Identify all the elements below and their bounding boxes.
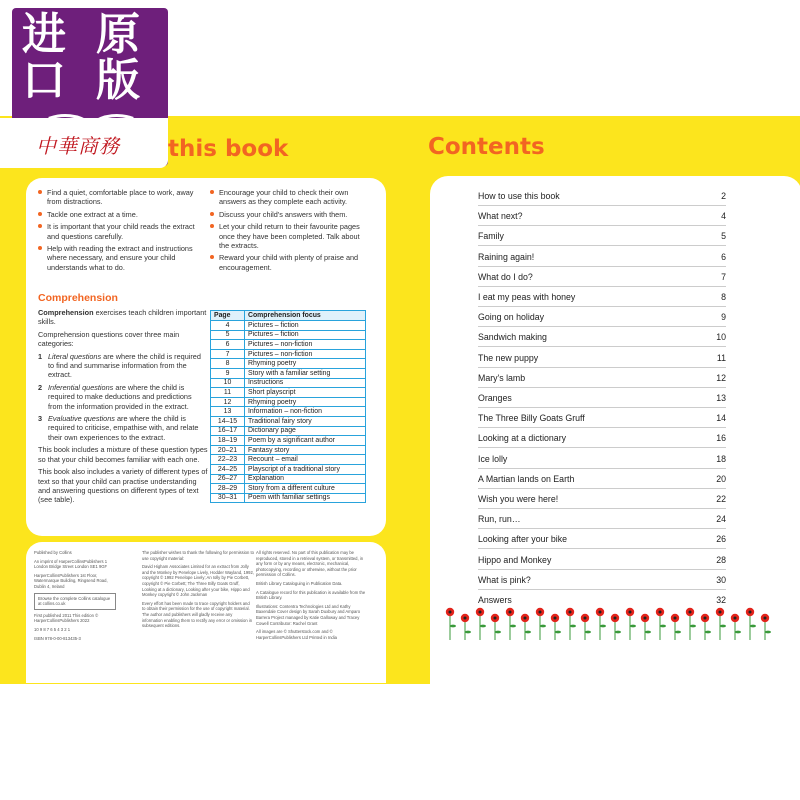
contents-divider [478, 205, 726, 206]
item-text: are where the child is required to make deductions and predictions from the information provided in the extract. [48, 382, 192, 411]
table-row [211, 464, 366, 474]
poppy-flower-icon [701, 614, 711, 640]
contents-entry [478, 430, 726, 446]
table-row [211, 321, 366, 331]
tip-item: Let your child return to their favourite pages once they have been completed. Talk about the extracts. [208, 222, 368, 250]
poppy-flower-icon [761, 614, 771, 640]
contents-entry-title: Mary's lamb [478, 372, 526, 383]
poppy-flower-icon [746, 608, 756, 640]
row-focus: Fantasy story [245, 445, 366, 455]
row-page: 9 [211, 368, 245, 378]
contents-entry-page: 2 [721, 191, 726, 201]
contents-entry [478, 188, 726, 204]
contents-divider [478, 447, 726, 448]
contents-entry-title: Run, run… [478, 514, 521, 525]
row-focus: Pictures – fiction [245, 330, 366, 340]
contents-entry-title: What next? [478, 211, 523, 222]
imprint-line: ISBN 978-0-00-813435-3 [34, 635, 81, 641]
contents-entry [478, 511, 726, 527]
item-number: 2 [38, 382, 43, 392]
table-row [211, 340, 366, 350]
poppy-flower-icon [581, 614, 591, 640]
row-focus: Poem by a significant author [245, 436, 366, 446]
contents-entry-page: 12 [716, 372, 726, 383]
contents-entry [478, 350, 726, 366]
row-focus: Explanation [245, 474, 366, 484]
imprint-line: The publisher wishes to thank the following for permission to use copyright material: [142, 550, 254, 561]
table-row [211, 349, 366, 359]
question-type-item [38, 414, 208, 442]
contents-entry-title: Oranges [478, 393, 512, 403]
contents-entry-page: 20 [716, 473, 726, 484]
poppy-flower-icon [506, 608, 516, 640]
tip-item: It is important that your child reads the extract and questions carefully. [36, 222, 206, 241]
contents-entry-title: Answers [478, 595, 512, 605]
contents-entry [478, 329, 726, 345]
contents-entry-page: 11 [716, 352, 726, 363]
contents-entry-page: 13 [716, 393, 726, 403]
poppy-flower-icon [626, 608, 636, 640]
row-page: 11 [211, 388, 245, 398]
contents-entry [478, 390, 726, 406]
row-focus: Information – non-fiction [245, 407, 366, 417]
contents-divider [478, 306, 726, 307]
intro-rest: exercises teach children important skills. [38, 308, 207, 327]
table-row [211, 330, 366, 340]
imprint-line: Published by Collins [34, 550, 72, 555]
contents-entry [478, 451, 726, 467]
row-page: 16–17 [211, 426, 245, 436]
table-row [211, 455, 366, 465]
comprehension-mixture: This book includes a mixture of these question types so that your child becomes familiar with each one. [38, 445, 208, 464]
contents-entry-title: Family [478, 231, 504, 242]
poppy-flower-icon [551, 614, 561, 640]
table-header-focus: Comprehension focus [245, 311, 366, 321]
comprehension-title: Comprehension [38, 292, 118, 304]
table-row [211, 426, 366, 436]
table-row [211, 388, 366, 398]
row-page: 10 [211, 378, 245, 388]
row-focus: Rhyming poetry [245, 359, 366, 369]
contents-entry-page: 9 [721, 312, 726, 323]
contents-entry-page: 10 [716, 332, 726, 343]
row-page: 24–25 [211, 464, 245, 474]
comprehension-focus-table [210, 310, 366, 503]
contents-entry-page: 28 [716, 554, 726, 565]
contents-entry-title: The Three Billy Goats Gruff [478, 413, 585, 424]
contents-entry-title: Ice lolly [478, 453, 508, 464]
table-row [211, 493, 366, 503]
contents-entry-page: 5 [721, 231, 726, 242]
contents-entry-title: Wish you were here! [478, 494, 559, 504]
contents-entry [478, 552, 726, 568]
poppy-border [440, 604, 780, 640]
contents-entry-title: Looking after your bike [478, 534, 567, 545]
row-page: 8 [211, 359, 245, 369]
table-row [211, 359, 366, 369]
contents-divider [478, 346, 726, 347]
row-page: 22–23 [211, 455, 245, 465]
contents-entry-title: What do I do? [478, 271, 533, 282]
row-focus: Dictionary page [245, 426, 366, 436]
imprint-column-1 [34, 550, 116, 644]
question-type-item [38, 383, 208, 411]
imprint-line: An imprint of HarperCollinsPublishers 1 London Bridge Street London SE1 9GF [34, 558, 108, 570]
contents-entry-title: I eat my peas with honey [478, 292, 576, 302]
contents-entry [478, 309, 726, 325]
tip-item: Tackle one extract at a time. [36, 210, 206, 219]
table-row [211, 474, 366, 484]
poppy-flower-icon [686, 608, 696, 640]
contents-entry [478, 249, 726, 265]
contents-divider [478, 266, 726, 267]
question-types-list [38, 352, 208, 443]
left-heading: this book [168, 136, 289, 162]
contents-entry-title: Sandwich making [478, 332, 547, 343]
contents-entry [478, 491, 726, 507]
row-focus: Story with a familiar setting [245, 368, 366, 378]
imprint-line: HarperCollinsPublishers 1st Floor, Watermarque Building, Ringsend Road, Dublin 4, Ireland [34, 572, 108, 589]
table-row [211, 445, 366, 455]
badge-line-1: 进口 [22, 9, 66, 106]
row-focus: Traditional fairy story [245, 416, 366, 426]
row-page: 13 [211, 407, 245, 417]
contents-divider [478, 427, 726, 428]
contents-entry-title: A Martian lands on Earth [478, 473, 575, 484]
item-emphasis: Evaluative questions [48, 414, 115, 424]
table-row [211, 378, 366, 388]
poppy-flower-icon [731, 614, 741, 640]
table-row [211, 407, 366, 417]
poppy-flower-icon [476, 608, 486, 640]
item-emphasis: Inferential questions [48, 382, 114, 392]
row-focus: Rhyming poetry [245, 397, 366, 407]
row-page: 28–29 [211, 484, 245, 494]
contents-entry-page: 24 [716, 514, 726, 525]
contents-entry-page: 16 [716, 433, 726, 444]
contents-entry-page: 22 [716, 494, 726, 504]
contents-entry-title: Hippo and Monkey [478, 554, 552, 565]
row-page: 4 [211, 321, 245, 331]
badge-line-2: 原版 [96, 9, 140, 106]
contents-entry-title: The new puppy [478, 352, 539, 363]
imprint-line: David Higham Associates Limited for an extract from Jolly and the Monkey by Penelope Lively, Hodder Wayland, 1992, copyright © 1992 Penelope Lively; An Iolly by Pie Corbett, copyright © Pie Corbett; The Three Billy Goats Gruff, Looking at a dictionary, Looking after your bike, Hippo and Monkey copyright © John Jackman [142, 564, 254, 598]
item-text: are where the child is required to find and summarise information from the extract. [48, 351, 201, 380]
contents-divider [478, 225, 726, 226]
contents-divider [478, 245, 726, 246]
poppy-flower-icon [656, 608, 666, 640]
row-page: 30–31 [211, 493, 245, 503]
imprint-line: 10 9 8 7 6 5 4 3 2 1 [34, 626, 71, 632]
contents-entry-page: 18 [716, 453, 726, 464]
row-page: 5 [211, 330, 245, 340]
brand-name: 中華商務 [36, 134, 120, 158]
row-focus: Pictures – non-fiction [245, 349, 366, 359]
contents-entry-page: 26 [716, 534, 726, 545]
contents-entry [478, 289, 726, 305]
imprint-line: A Catalogue record for this publication is available from the British Library. [256, 589, 366, 601]
contents-entry-page: 32 [716, 595, 726, 605]
poppy-flower-icon [611, 614, 621, 640]
table-row [211, 397, 366, 407]
imprint-line: First published 2011 This edition © HarperCollinsPublishers 2022 [34, 612, 99, 624]
poppy-flower-icon [491, 614, 501, 640]
poppy-flower-icon [716, 608, 726, 640]
table-row [211, 416, 366, 426]
comprehension-variety: This book also includes a variety of different types of text so that your child can practise understanding and answering questions on different types of text (see table). [38, 467, 208, 505]
contents-entry [478, 208, 726, 224]
contents-divider [478, 548, 726, 549]
table-row [211, 368, 366, 378]
contents-entry-page: 14 [716, 413, 726, 424]
contents-heading: Contents [428, 134, 545, 160]
contents-entry-title: Going on holiday [478, 312, 545, 323]
contents-entry [478, 410, 726, 426]
row-focus: Short playscript [245, 388, 366, 398]
tip-item: Discuss your child's answers with them. [208, 210, 368, 219]
row-page: 12 [211, 397, 245, 407]
imprint-column-2 [142, 550, 254, 632]
tip-item: Find a quiet, comfortable place to work, away from distractions. [36, 188, 206, 207]
contents-entry [478, 269, 726, 285]
imprint-line: All rights reserved. No part of this publication may be reproduced, stored in a retrieval system, or transmitted, in any form or by any means, electronic, mechanical, photocopying, recording or otherwise, without the prior permission of Collins. [256, 550, 364, 578]
contents-divider [478, 326, 726, 327]
tips-list-right [208, 188, 368, 275]
contents-divider [478, 387, 726, 388]
contents-divider [478, 488, 726, 489]
imprint-line: Browse the complete Collins catalogue at collins.co.uk [34, 593, 116, 610]
intro-bold: Comprehension [38, 308, 94, 317]
poppy-flower-icon [596, 608, 606, 640]
contents-entry-page: 7 [721, 271, 726, 282]
imprint-line: Illustrations: Contentra Technologies Ltd and Kathy Baxendale Cover design by Sarah Duxbury and Amparo Barrera Project managed by Katie Galloway and Tracey Cowell Contributor: Rachel Grant [256, 603, 361, 626]
brand-band [0, 118, 168, 168]
comprehension-intro [38, 308, 208, 327]
row-focus: Instructions [245, 378, 366, 388]
table-header-page: Page [211, 311, 245, 321]
contents-entry [478, 471, 726, 487]
tip-item: Encourage your child to check their own answers as they complete each activity. [208, 188, 368, 207]
item-number: 1 [38, 351, 43, 361]
contents-entry-page: 6 [721, 251, 726, 262]
contents-divider [478, 508, 726, 509]
row-focus: Playscript of a traditional story [245, 464, 366, 474]
poppy-flower-icon [461, 614, 471, 640]
imprint-line: Every effort has been made to trace copyright holders and to obtain their permission for the use of copyright material. The author and publishers will gladly receive any information enabling them to rectify any error or omission in subsequent editions. [142, 600, 253, 629]
contents-entry-page: 30 [716, 574, 726, 585]
poppy-flower-icon [641, 614, 651, 640]
row-page: 20–21 [211, 445, 245, 455]
contents-entry-title: What is pink? [478, 574, 531, 585]
row-focus: Recount – email [245, 455, 366, 465]
row-page: 7 [211, 349, 245, 359]
contents-divider [478, 569, 726, 570]
contents-divider [478, 589, 726, 590]
imprint-line: All images are © Shutterstock.com and © HarperCollinsPublishers Ltd Printed in India [256, 629, 337, 640]
imprint-line: British Library Cataloguing in Publication Data. [256, 580, 343, 586]
tip-item: Reward your child with plenty of praise and encouragement. [208, 253, 368, 272]
row-page: 6 [211, 340, 245, 350]
poppy-flower-icon [536, 608, 546, 640]
contents-divider [478, 407, 726, 408]
question-type-item [38, 352, 208, 380]
row-focus: Pictures – fiction [245, 321, 366, 331]
comprehension-text [38, 308, 208, 508]
contents-entry-title: Looking at a dictionary [478, 433, 567, 444]
row-focus: Poem with familiar settings [245, 493, 366, 503]
comprehension-categories: Comprehension questions cover three main categories: [38, 329, 180, 349]
tip-item: Help with reading the extract and instructions where necessary, and ensure your child understands what to do. [36, 244, 206, 272]
contents-entry [478, 228, 726, 244]
tips-list-left [36, 188, 206, 275]
contents-entry-title: Raining again! [478, 251, 535, 262]
contents-divider [478, 367, 726, 368]
poppy-flower-icon [446, 608, 456, 640]
table-row [211, 484, 366, 494]
contents-divider [478, 468, 726, 469]
poppy-flower-icon [671, 614, 681, 640]
contents-entry [478, 370, 726, 386]
contents-entry-page: 8 [721, 292, 726, 302]
table-row [211, 436, 366, 446]
row-focus: Pictures – non-fiction [245, 340, 366, 350]
item-emphasis: Literal questions [48, 351, 102, 361]
poppy-flower-icon [566, 608, 576, 640]
contents-entry [478, 531, 726, 547]
row-page: 26–27 [211, 474, 245, 484]
row-page: 18–19 [211, 436, 245, 446]
poppy-flower-icon [521, 614, 531, 640]
item-number: 3 [38, 414, 43, 424]
contents-divider [478, 528, 726, 529]
row-focus: Story from a different culture [245, 484, 366, 494]
row-page: 14–15 [211, 416, 245, 426]
contents-entry-page: 4 [721, 211, 726, 222]
contents-divider [478, 286, 726, 287]
contents-entry [478, 572, 726, 588]
contents-entry-title: How to use this book [478, 191, 560, 201]
imprint-column-3 [256, 550, 368, 643]
item-text: are where the child is required to criticise, empathise with, and relate their own experiences to the extract. [48, 414, 199, 442]
